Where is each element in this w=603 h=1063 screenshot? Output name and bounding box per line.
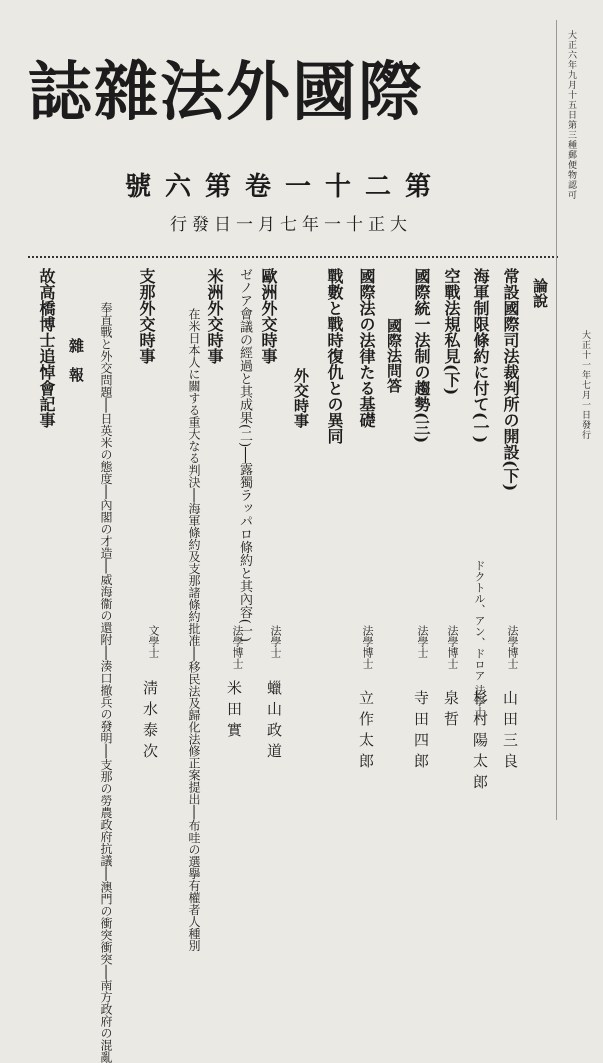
article-title: 空戰法規私見(下) xyxy=(442,268,461,396)
author-rank: ドクトル、アン、ドロア 法學士 xyxy=(473,560,486,718)
news-heading: 支那外交時事 xyxy=(137,268,156,364)
author-name: 蠟山政道 xyxy=(265,680,283,764)
article-title: 國際統一法制の趨勢(三) xyxy=(412,268,431,444)
author-name: 山田三良 xyxy=(501,690,519,774)
author-rank: 法學博士 xyxy=(361,625,374,669)
author-rank: 法學士 xyxy=(269,625,282,658)
news-heading: 米洲外交時事 xyxy=(205,268,224,364)
author-rank: 法學博士 xyxy=(446,625,459,669)
author-name: 杉村陽太郎 xyxy=(471,690,489,795)
divider xyxy=(28,256,558,258)
issue-note: 大正十一年七月一日發行 xyxy=(580,330,590,440)
author-rank: 文學士 xyxy=(147,625,160,658)
author-name: 寺田四郎 xyxy=(412,690,430,774)
author-rank: 法學博士 xyxy=(506,625,519,669)
news-subtitle: 在米日本人に關する重大なる判決──海軍條約及支那諸條約批准──移民法及歸化法修正案提出──布哇の選擧有權者人種別 xyxy=(187,308,201,952)
author-rank: 法學博士 xyxy=(231,625,244,669)
author-name: 淸水泰次 xyxy=(141,680,159,764)
section-gaiko: 外交時事 xyxy=(292,368,310,428)
misc-item: 故高橋博士追悼會記事 xyxy=(37,268,56,428)
article-title: 國際法の法律たる基礎 xyxy=(357,268,376,428)
volume-number: 號六第卷一十二第 xyxy=(125,172,446,202)
author-name: 米田實 xyxy=(225,680,243,743)
author-name: 立作太郎 xyxy=(357,690,375,774)
article-title: 常設國際司法裁判所の開設(下) xyxy=(501,268,520,492)
side-frame xyxy=(556,20,597,820)
postal-note: 大正六年九月十五日第三種郵便物認可 xyxy=(566,30,576,200)
magazine-title: 誌雜法外國際 xyxy=(28,56,424,130)
author-name: 泉哲 xyxy=(442,690,460,732)
article-title: 戰數と戰時復仇との異同 xyxy=(325,268,344,444)
news-heading: 歐洲外交時事 xyxy=(259,268,278,364)
news-subtitle: ゼノア會議の經過と其成果(二)──露獨ラッパロ條約と其內容(一) xyxy=(237,268,252,642)
section-zappo: 雜報 xyxy=(67,338,85,396)
news-subtitle: 奉直戰と外交問題──日英米の態度──內閣の才造──威海衞の還附──湊口撤兵の發明──支那の勞農政府抗議──澳門の衝突衝突──南方政府の混亂 xyxy=(99,302,113,1063)
author-rank: 法學士 xyxy=(416,625,429,658)
section-mondo: 國際法問答 xyxy=(385,318,403,393)
issue-date: 行發日一月七年一十正大 xyxy=(170,215,412,235)
section-ronsetsu: 論說 xyxy=(531,278,549,308)
article-title: 海軍制限條約に付て(一) xyxy=(471,268,490,444)
